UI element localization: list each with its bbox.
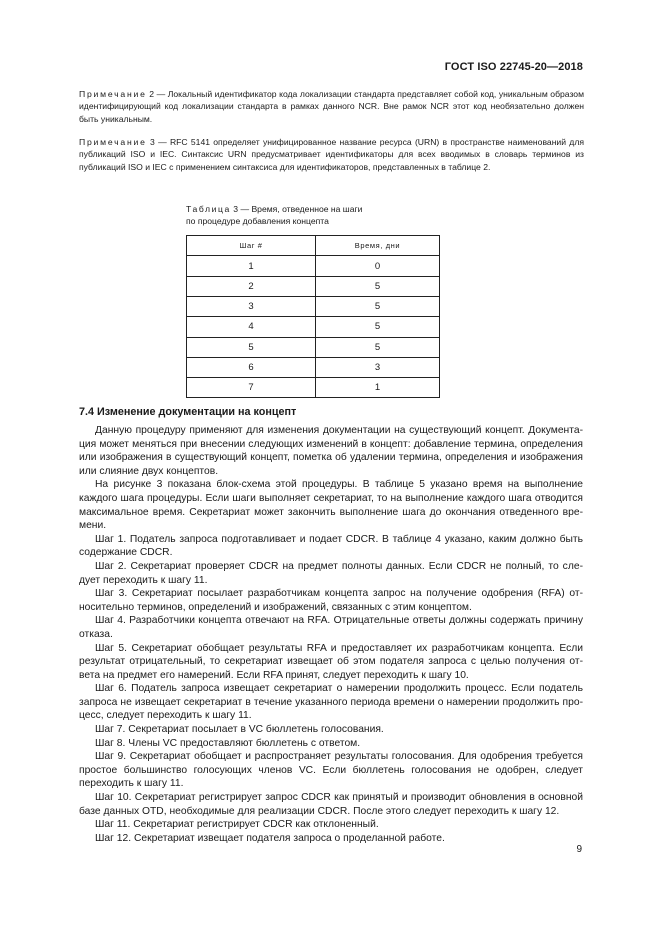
table-row [187, 378, 440, 398]
cell-days: 5 [316, 317, 440, 337]
table-row [187, 337, 440, 357]
paragraph: Шаг 4. Разработчики концепта отвечают на RFA. Отрицательные ответы должны содержать причину отказа. [79, 615, 583, 640]
column-header-step: Шаг # [187, 236, 316, 256]
paragraph: Шаг 6. Податель запроса извещает секретариат о намерении продолжить процесс. Если податель запроса не извещает секретариат в течение указанного периода времени о намерении продолжить процесс, следует переходить к шагу 11. [79, 683, 583, 722]
paragraph: Шаг 9. Секретариат обобщает и распространяет результаты голосования. Для одобрения требуется простое большинство голосующих членов VC. Если бюллетень голосования не одобрен, следует переходить к шагу 11. [79, 751, 583, 790]
table-row [187, 256, 440, 276]
cell-days: 5 [316, 276, 440, 296]
table-row [187, 317, 440, 337]
note-2 [79, 88, 584, 125]
cell-days: 3 [316, 357, 440, 377]
note-label: Примечание [79, 137, 147, 147]
table-3 [186, 203, 440, 398]
paragraph: Шаг 12. Секретариат извещает подателя запроса о проделанной работе. [95, 832, 445, 844]
paragraph: Шаг 10. Секретариат регистрирует запрос CDCR как принятый и производит обновления в основной базе данных OTD, необходимые для реализации CDCR. После этого следует переходить к шагу 12. [79, 792, 583, 817]
section-title: 7.4 Изменение документации на концепт [79, 406, 297, 418]
cell-step: 7 [187, 378, 316, 398]
paragraph: Шаг 5. Секретариат обобщает результаты RFA и предоставляет их разработчикам концепта. Если результат отрицательный, то секретариат извещает об этом подателя запроса с целью получения ответа на предмет его намерений. Если RFA принят, следует переходить к шагу 10. [79, 642, 583, 681]
paragraph: Шаг 11. Секретариат регистрирует CDCR как отклоненный. [95, 819, 379, 831]
table-caption-title: 3 — Время, отведенное на шаги [233, 204, 363, 214]
table-row [187, 357, 440, 377]
cell-days: 1 [316, 378, 440, 398]
column-header-time: Время, дни [316, 236, 440, 256]
paragraph: Данную процедуру применяют для изменения документации на существующий концепт. Документация может меняться при внесении следующих изменений в концепт: добавление термина, определения или изображения в существующий концепт, пометка об удалении термина, определения и изображения или слияние двух концептов. [79, 425, 583, 477]
cell-step: 2 [187, 276, 316, 296]
cell-days: 5 [316, 337, 440, 357]
table-caption-label: Таблица [186, 204, 231, 214]
table-header-row [187, 236, 440, 256]
paragraph: Шаг 7. Секретариат посылает в VC бюллетень голосования. [95, 724, 384, 736]
cell-days: 0 [316, 256, 440, 276]
paragraph: Шаг 1. Податель запроса подготавливает и подает CDCR. В таблице 4 указано, каким должно быть содержание CDCR. [79, 533, 583, 559]
cell-step: 4 [187, 317, 316, 337]
standard-header: ГОСТ ISO 22745-20—2018 [444, 61, 583, 73]
table-caption [186, 203, 440, 227]
note-text: 2 — Локальный идентификатор кода локализации стандарта представляет собой код, уникальным образом идентифицирующий код локализации стандарта в рамках данного NCR. Вне рамок NCR этот код необязательно должен быть уникальным. [79, 89, 584, 124]
paragraph: Шаг 2. Секретариат проверяет CDCR на предмет полноты данных. Если CDCR не полный, то следует переходить к шагу 11. [79, 560, 583, 586]
note-label: Примечание [79, 89, 147, 99]
section-body [79, 424, 583, 845]
page-number: 9 [576, 844, 582, 855]
steps-time-table [186, 235, 440, 398]
cell-step: 5 [187, 337, 316, 357]
cell-step: 1 [187, 256, 316, 276]
note-text: 3 — RFC 5141 определяет унифицированное название ресурса (URN) в пространстве наименований для публикаций ISO и IEC. Синтаксис URN предусматривает идентификаторы для всех вводимых в словарь терминов из публикаций ISO и IEC с применением синтаксиса для идентификаторов, представленных в таблице 2. [79, 137, 584, 172]
cell-days: 5 [316, 297, 440, 317]
note-3 [79, 136, 584, 173]
table-caption-line2: по процедуре добавления концепта [186, 216, 329, 227]
cell-step: 6 [187, 357, 316, 377]
cell-step: 3 [187, 297, 316, 317]
paragraph: Шаг 3. Секретариат посылает разработчикам концепта запрос на получение одобрения (RFA) относительно терминов, определений и изображений, связанных с этим концептом. [79, 588, 583, 613]
table-row [187, 276, 440, 296]
table-row [187, 297, 440, 317]
paragraph: На рисунке 3 показана блок-схема этой процедуры. В таблице 5 указано время на выполнение каждого шага процедуры. Если шаги выполняет секретариат, то на выполнение каждого шага отводится максимальное время. Секретариат может закончить выполнение шага до окончания отведенного времени. [79, 479, 583, 532]
paragraph: Шаг 8. Члены VC предоставляют бюллетень с ответом. [95, 737, 361, 749]
